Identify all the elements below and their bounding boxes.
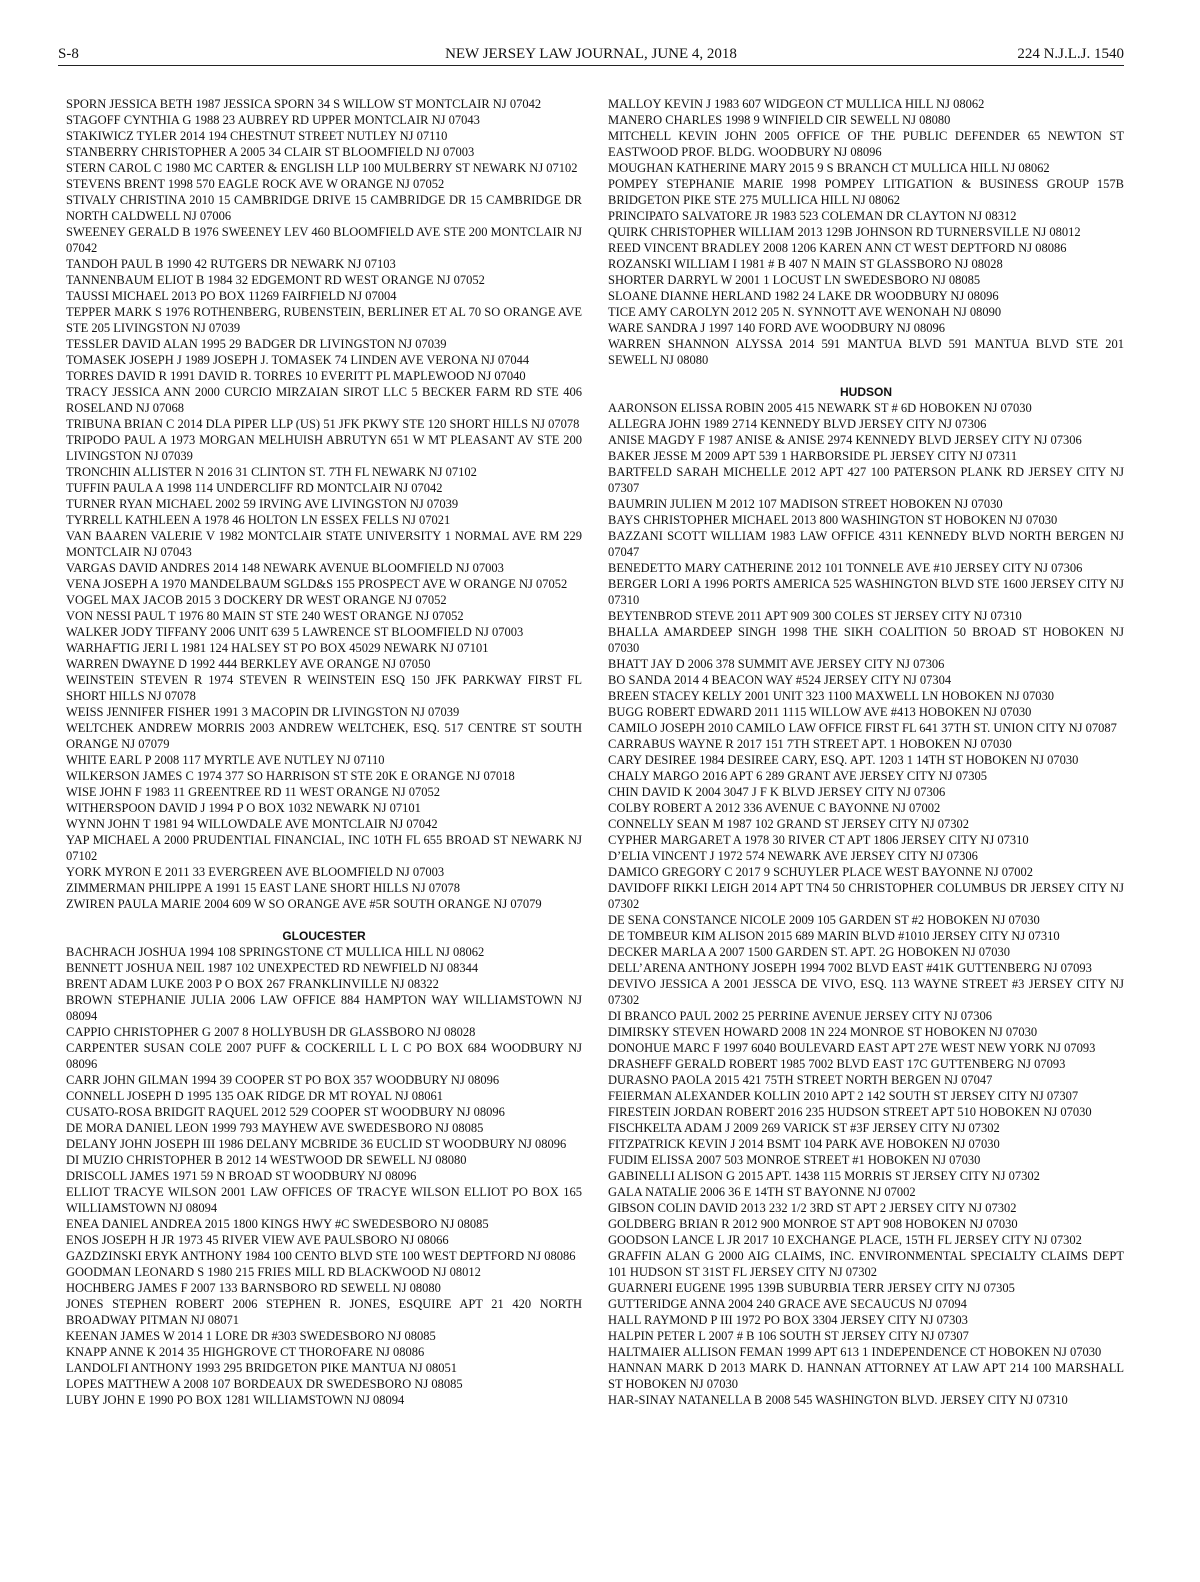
attorney-listing: CHIN DAVID K 2004 3047 J F K BLVD JERSEY CITY NJ 07306 <box>608 785 946 799</box>
attorney-listing: ENOS JOSEPH H JR 1973 45 RIVER VIEW AVE PAULSBORO NJ 08066 <box>66 1233 449 1247</box>
attorney-listing: DRASHEFF GERALD ROBERT 1985 7002 BLVD EAST 17C GUTTENBERG NJ 07093 <box>608 1057 1066 1071</box>
attorney-listing: BO SANDA 2014 4 BEACON WAY #524 JERSEY CITY NJ 07304 <box>608 673 952 687</box>
hudson-list <box>608 400 1124 1408</box>
attorney-listing: DELANY JOHN JOSEPH III 1986 DELANY MCBRIDE 36 EUCLID ST WOODBURY NJ 08096 <box>66 1137 567 1151</box>
attorney-listing: ELLIOT TRACYE WILSON 2001 LAW OFFICES OF TRACYE WILSON ELLIOT PO BOX 165 WILLIAMSTOWN NJ 08094 <box>66 1185 582 1215</box>
right-column <box>608 96 1124 1408</box>
attorney-listing: DONOHUE MARC F 1997 6040 BOULEVARD EAST APT 27E WEST NEW YORK NJ 07093 <box>608 1041 1096 1055</box>
attorney-listing: GALA NATALIE 2006 36 E 14TH ST BAYONNE NJ 07002 <box>608 1185 916 1199</box>
attorney-listing: CARPENTER SUSAN COLE 2007 PUFF & COCKERILL L L C PO BOX 684 WOODBURY NJ 08096 <box>66 1041 582 1071</box>
attorney-listing: CYPHER MARGARET A 1978 30 RIVER CT APT 1806 JERSEY CITY NJ 07310 <box>608 833 1029 847</box>
attorney-listing: YORK MYRON E 2011 33 EVERGREEN AVE BLOOMFIELD NJ 07003 <box>66 865 445 879</box>
attorney-listing: MANERO CHARLES 1998 9 WINFIELD CIR SEWELL NJ 08080 <box>608 113 951 127</box>
attorney-listing: VOGEL MAX JACOB 2015 3 DOCKERY DR WEST ORANGE NJ 07052 <box>66 593 447 607</box>
attorney-listing: KNAPP ANNE K 2014 35 HIGHGROVE CT THOROFARE NJ 08086 <box>66 1345 425 1359</box>
attorney-listing: CONNELLY SEAN M 1987 102 GRAND ST JERSEY CITY NJ 07302 <box>608 817 970 831</box>
attorney-listing: CARRABUS WAYNE R 2017 151 7TH STREET APT. 1 HOBOKEN NJ 07030 <box>608 737 1012 751</box>
attorney-listing: CAPPIO CHRISTOPHER G 2007 8 HOLLYBUSH DR GLASSBORO NJ 08028 <box>66 1025 476 1039</box>
attorney-listing: CHALY MARGO 2016 APT 6 289 GRANT AVE JERSEY CITY NJ 07305 <box>608 769 987 783</box>
attorney-listing: STANBERRY CHRISTOPHER A 2005 34 CLAIR ST BLOOMFIELD NJ 07003 <box>66 145 475 159</box>
attorney-listing: GABINELLI ALISON G 2015 APT. 1438 115 MORRIS ST JERSEY CITY NJ 07302 <box>608 1169 1040 1183</box>
attorney-listing: VAN BAAREN VALERIE V 1982 MONTCLAIR STATE UNIVERSITY 1 NORMAL AVE RM 229 MONTCLAIR NJ 07043 <box>66 529 582 559</box>
attorney-listing: BAUMRIN JULIEN M 2012 107 MADISON STREET HOBOKEN NJ 07030 <box>608 497 1003 511</box>
attorney-listing: STAKIWICZ TYLER 2014 194 CHESTNUT STREET NUTLEY NJ 07110 <box>66 129 448 143</box>
attorney-listing: WEINSTEIN STEVEN R 1974 STEVEN R WEINSTEIN ESQ 150 JFK PARKWAY FIRST FL SHORT HILLS NJ 07078 <box>66 673 582 703</box>
attorney-listing: WISE JOHN F 1983 11 GREENTREE RD 11 WEST ORANGE NJ 07052 <box>66 785 440 799</box>
attorney-listing: ALLEGRA JOHN 1989 2714 KENNEDY BLVD JERSEY CITY NJ 07306 <box>608 417 987 431</box>
attorney-listing: ENEA DANIEL ANDREA 2015 1800 KINGS HWY #C SWEDESBORO NJ 08085 <box>66 1217 489 1231</box>
attorney-listing: CARY DESIREE 1984 DESIREE CARY, ESQ. APT. 1203 1 14TH ST HOBOKEN NJ 07030 <box>608 753 1079 767</box>
attorney-listing: BENEDETTO MARY CATHERINE 2012 101 TONNELE AVE #10 JERSEY CITY NJ 07306 <box>608 561 1083 575</box>
attorney-listing: STAGOFF CYNTHIA G 1988 23 AUBREY RD UPPER MONTCLAIR NJ 07043 <box>66 113 480 127</box>
attorney-listing: WALKER JODY TIFFANY 2006 UNIT 639 5 LAWRENCE ST BLOOMFIELD NJ 07003 <box>66 625 524 639</box>
attorney-listing: DIMIRSKY STEVEN HOWARD 2008 1N 224 MONROE ST HOBOKEN NJ 07030 <box>608 1025 1038 1039</box>
attorney-listing: BAYS CHRISTOPHER MICHAEL 2013 800 WASHINGTON ST HOBOKEN NJ 07030 <box>608 513 1058 527</box>
attorney-listing: TANDOH PAUL B 1990 42 RUTGERS DR NEWARK NJ 07103 <box>66 257 396 271</box>
attorney-listing: LUBY JOHN E 1990 PO BOX 1281 WILLIAMSTOWN NJ 08094 <box>66 1393 405 1407</box>
attorney-listing: BHALLA AMARDEEP SINGH 1998 THE SIKH COALITION 50 BROAD ST HOBOKEN NJ 07030 <box>608 625 1124 655</box>
attorney-listing: LOPES MATTHEW A 2008 107 BORDEAUX DR SWEDESBORO NJ 08085 <box>66 1377 463 1391</box>
section-heading-gloucester: GLOUCESTER <box>282 929 366 943</box>
attorney-listing: SHORTER DARRYL W 2001 1 LOCUST LN SWEDESBORO NJ 08085 <box>608 273 981 287</box>
attorney-listing: DEVIVO JESSICA A 2001 JESSCA DE VIVO, ESQ. 113 WAYNE STREET #3 JERSEY CITY NJ 07302 <box>608 977 1124 1007</box>
attorney-listing: TRIPODO PAUL A 1973 MORGAN MELHUISH ABRUTYN 651 W MT PLEASANT AV STE 200 LIVINGSTON NJ 07039 <box>66 433 582 463</box>
attorney-listing: WARREN DWAYNE D 1992 444 BERKLEY AVE ORANGE NJ 07050 <box>66 657 431 671</box>
attorney-listing: DE SENA CONSTANCE NICOLE 2009 105 GARDEN ST #2 HOBOKEN NJ 07030 <box>608 913 1040 927</box>
attorney-listing: HANNAN MARK D 2013 MARK D. HANNAN ATTORNEY AT LAW APT 214 100 MARSHALL ST HOBOKEN NJ 07030 <box>608 1361 1124 1391</box>
attorney-listing: ZWIREN PAULA MARIE 2004 609 W SO ORANGE AVE #5R SOUTH ORANGE NJ 07079 <box>66 897 542 911</box>
attorney-listing: TURNER RYAN MICHAEL 2002 59 IRVING AVE LIVINGSTON NJ 07039 <box>66 497 459 511</box>
attorney-listing: ANISE MAGDY F 1987 ANISE & ANISE 2974 KENNEDY BLVD JERSEY CITY NJ 07306 <box>608 433 1082 447</box>
attorney-listing: BHATT JAY D 2006 378 SUMMIT AVE JERSEY CITY NJ 07306 <box>608 657 945 671</box>
attorney-listing: DE TOMBEUR KIM ALISON 2015 689 MARIN BLVD #1010 JERSEY CITY NJ 07310 <box>608 929 1060 943</box>
attorney-listing: REED VINCENT BRADLEY 2008 1206 KAREN ANN CT WEST DEPTFORD NJ 08086 <box>608 241 1067 255</box>
attorney-listing: MOUGHAN KATHERINE MARY 2015 9 S BRANCH CT MULLICA HILL NJ 08062 <box>608 161 1050 175</box>
attorney-listing: BREEN STACEY KELLY 2001 UNIT 323 1100 MAXWELL LN HOBOKEN NJ 07030 <box>608 689 1054 703</box>
attorney-listing: TAUSSI MICHAEL 2013 PO BOX 11269 FAIRFIELD NJ 07004 <box>66 289 397 303</box>
attorney-listing: BUGG ROBERT EDWARD 2011 1115 WILLOW AVE #413 HOBOKEN NJ 07030 <box>608 705 1032 719</box>
attorney-listing: DRISCOLL JAMES 1971 59 N BROAD ST WOODBURY NJ 08096 <box>66 1169 417 1183</box>
attorney-listing: QUIRK CHRISTOPHER WILLIAM 2013 129B JOHNSON RD TURNERSVILLE NJ 08012 <box>608 225 1081 239</box>
attorney-listing: FUDIM ELISSA 2007 503 MONROE STREET #1 HOBOKEN NJ 07030 <box>608 1153 981 1167</box>
gloucester-continued-list <box>608 96 1124 368</box>
publication-title: NEW JERSEY LAW JOURNAL, JUNE 4, 2018 <box>445 46 737 62</box>
attorney-listing: TICE AMY CAROLYN 2012 205 N. SYNNOTT AVE WENONAH NJ 08090 <box>608 305 1002 319</box>
attorney-listing: FEIERMAN ALEXANDER KOLLIN 2010 APT 2 142 SOUTH ST JERSEY CITY NJ 07307 <box>608 1089 1079 1103</box>
attorney-listing: AARONSON ELISSA ROBIN 2005 415 NEWARK ST # 6D HOBOKEN NJ 07030 <box>608 401 1032 415</box>
attorney-listing: WARE SANDRA J 1997 140 FORD AVE WOODBURY NJ 08096 <box>608 321 945 335</box>
attorney-listing: TRIBUNA BRIAN C 2014 DLA PIPER LLP (US) 51 JFK PKWY STE 120 SHORT HILLS NJ 07078 <box>66 417 580 431</box>
attorney-listing: WELTCHEK ANDREW MORRIS 2003 ANDREW WELTCHEK, ESQ. 517 CENTRE ST SOUTH ORANGE NJ 07079 <box>66 721 582 751</box>
attorney-listing: TANNENBAUM ELIOT B 1984 32 EDGEMONT RD WEST ORANGE NJ 07052 <box>66 273 485 287</box>
attorney-listing: DAVIDOFF RIKKI LEIGH 2014 APT TN4 50 CHRISTOPHER COLUMBUS DR JERSEY CITY NJ 07302 <box>608 881 1124 911</box>
attorney-listing: BARTFELD SARAH MICHELLE 2012 APT 427 100 PATERSON PLANK RD JERSEY CITY NJ 07307 <box>608 465 1124 495</box>
attorney-listing: TUFFIN PAULA A 1998 114 UNDERCLIFF RD MONTCLAIR NJ 07042 <box>66 481 443 495</box>
attorney-listing: TYRRELL KATHLEEN A 1978 46 HOLTON LN ESSEX FELLS NJ 07021 <box>66 513 451 527</box>
attorney-listing: WARREN SHANNON ALYSSA 2014 591 MANTUA BLVD 591 MANTUA BLVD STE 201 SEWELL NJ 08080 <box>608 337 1124 367</box>
attorney-listing: ZIMMERMAN PHILIPPE A 1991 15 EAST LANE SHORT HILLS NJ 07078 <box>66 881 460 895</box>
attorney-listing: GOLDBERG BRIAN R 2012 900 MONROE ST APT 908 HOBOKEN NJ 07030 <box>608 1217 1018 1231</box>
attorney-listing: VENA JOSEPH A 1970 MANDELBAUM SGLD&S 155 PROSPECT AVE W ORANGE NJ 07052 <box>66 577 568 591</box>
attorney-listing: PRINCIPATO SALVATORE JR 1983 523 COLEMAN DR CLAYTON NJ 08312 <box>608 209 1017 223</box>
attorney-listing: HALPIN PETER L 2007 # B 106 SOUTH ST JERSEY CITY NJ 07307 <box>608 1329 969 1343</box>
attorney-listing: TRACY JESSICA ANN 2000 CURCIO MIRZAIAN SIROT LLC 5 BECKER FARM RD STE 406 ROSELAND NJ 07068 <box>66 385 582 415</box>
attorney-listing: YAP MICHAEL A 2000 PRUDENTIAL FINANCIAL, INC 10TH FL 655 BROAD ST NEWARK NJ 07102 <box>66 833 582 863</box>
attorney-listing: DI BRANCO PAUL 2002 25 PERRINE AVENUE JERSEY CITY NJ 07306 <box>608 1009 993 1023</box>
attorney-listing: GRAFFIN ALAN G 2000 AIG CLAIMS, INC. ENVIRONMENTAL SPECIALTY CLAIMS DEPT 101 HUDSON ST 31ST FL JERSEY CITY NJ 07302 <box>608 1249 1124 1279</box>
attorney-listing: MALLOY KEVIN J 1983 607 WIDGEON CT MULLICA HILL NJ 08062 <box>608 97 985 111</box>
attorney-listing: TOMASEK JOSEPH J 1989 JOSEPH J. TOMASEK 74 LINDEN AVE VERONA NJ 07044 <box>66 353 530 367</box>
attorney-listing: VON NESSI PAUL T 1976 80 MAIN ST STE 240 WEST ORANGE NJ 07052 <box>66 609 464 623</box>
attorney-listing: POMPEY STEPHANIE MARIE 1998 POMPEY LITIGATION & BUSINESS GROUP 157B BRIDGETON PIKE STE 275 MULLICA HILL NJ 08062 <box>608 177 1124 207</box>
attorney-listing: FIRESTEIN JORDAN ROBERT 2016 235 HUDSON STREET APT 510 HOBOKEN NJ 07030 <box>608 1105 1092 1119</box>
attorney-listing: GUTTERIDGE ANNA 2004 240 GRACE AVE SECAUCUS NJ 07094 <box>608 1297 967 1311</box>
attorney-listing: WITHERSPOON DAVID J 1994 P O BOX 1032 NEWARK NJ 07101 <box>66 801 421 815</box>
attorney-listing: DI MUZIO CHRISTOPHER B 2012 14 WESTWOOD DR SEWELL NJ 08080 <box>66 1153 467 1167</box>
attorney-listing: GOODMAN LEONARD S 1980 215 FRIES MILL RD BLACKWOOD NJ 08012 <box>66 1265 481 1279</box>
attorney-listing: DURASNO PAOLA 2015 421 75TH STREET NORTH BERGEN NJ 07047 <box>608 1073 993 1087</box>
attorney-listing: DE MORA DANIEL LEON 1999 793 MAYHEW AVE SWEDESBORO NJ 08085 <box>66 1121 484 1135</box>
attorney-listing: STERN CAROL C 1980 MC CARTER & ENGLISH LLP 100 MULBERRY ST NEWARK NJ 07102 <box>66 161 578 175</box>
attorney-listing: GUARNERI EUGENE 1995 139B SUBURBIA TERR JERSEY CITY NJ 07305 <box>608 1281 1015 1295</box>
attorney-listing: VARGAS DAVID ANDRES 2014 148 NEWARK AVENUE BLOOMFIELD NJ 07003 <box>66 561 504 575</box>
gloucester-list <box>66 944 582 1408</box>
attorney-listing: HALTMAIER ALLISON FEMAN 1999 APT 613 1 INDEPENDENCE CT HOBOKEN NJ 07030 <box>608 1345 1102 1359</box>
attorney-listing: KEENAN JAMES W 2014 1 LORE DR #303 SWEDESBORO NJ 08085 <box>66 1329 436 1343</box>
page-number: S-8 <box>58 46 79 62</box>
attorney-listing: GAZDZINSKI ERYK ANTHONY 1984 100 CENTO BLVD STE 100 WEST DEPTFORD NJ 08086 <box>66 1249 576 1263</box>
attorney-listing: WYNN JOHN T 1981 94 WILLOWDALE AVE MONTCLAIR NJ 07042 <box>66 817 438 831</box>
attorney-listing: TORRES DAVID R 1991 DAVID R. TORRES 10 EVERITT PL MAPLEWOOD NJ 07040 <box>66 369 526 383</box>
attorney-listing: WILKERSON JAMES C 1974 377 SO HARRISON ST STE 20K E ORANGE NJ 07018 <box>66 769 515 783</box>
section-heading-hudson: HUDSON <box>839 385 892 399</box>
attorney-listing: BERGER LORI A 1996 PORTS AMERICA 525 WASHINGTON BLVD STE 1600 JERSEY CITY NJ 07310 <box>608 577 1124 607</box>
attorney-listing: TRONCHIN ALLISTER N 2016 31 CLINTON ST. 7TH FL NEWARK NJ 07102 <box>66 465 477 479</box>
attorney-listing: TEPPER MARK S 1976 ROTHENBERG, RUBENSTEIN, BERLINER ET AL 70 SO ORANGE AVE STE 205 LIVINGSTON NJ 07039 <box>66 305 582 335</box>
attorney-listing: GIBSON COLIN DAVID 2013 232 1/2 3RD ST APT 2 JERSEY CITY NJ 07302 <box>608 1201 1017 1215</box>
attorney-listing: CONNELL JOSEPH D 1995 135 OAK RIDGE DR MT ROYAL NJ 08061 <box>66 1089 443 1103</box>
attorney-listing: ROZANSKI WILLIAM I 1981 # B 407 N MAIN ST GLASSBORO NJ 08028 <box>608 257 1003 271</box>
attorney-listing: STEVENS BRENT 1998 570 EAGLE ROCK AVE W ORANGE NJ 07052 <box>66 177 445 191</box>
attorney-listing: DELL’ARENA ANTHONY JOSEPH 1994 7002 BLVD EAST #41K GUTTENBERG NJ 07093 <box>608 961 1092 975</box>
page-header <box>58 46 1124 66</box>
attorney-listing: SLOANE DIANNE HERLAND 1982 24 LAKE DR WOODBURY NJ 08096 <box>608 289 999 303</box>
attorney-listing: CUSATO-ROSA BRIDGIT RAQUEL 2012 529 COOPER ST WOODBURY NJ 08096 <box>66 1105 505 1119</box>
attorney-listing: GOODSON LANCE L JR 2017 10 EXCHANGE PLACE, 15TH FL JERSEY CITY NJ 07302 <box>608 1233 1082 1247</box>
essex-continued-list <box>66 96 582 912</box>
attorney-listing: CARR JOHN GILMAN 1994 39 COOPER ST PO BOX 357 WOODBURY NJ 08096 <box>66 1073 500 1087</box>
attorney-listing: BENNETT JOSHUA NEIL 1987 102 UNEXPECTED RD NEWFIELD NJ 08344 <box>66 961 479 975</box>
attorney-listing: WARHAFTIG JERI L 1981 124 HALSEY ST PO BOX 45029 NEWARK NJ 07101 <box>66 641 489 655</box>
citation: 224 N.J.L.J. 1540 <box>1017 46 1124 62</box>
attorney-listing: BACHRACH JOSHUA 1994 108 SPRINGSTONE CT MULLICA HILL NJ 08062 <box>66 945 485 959</box>
attorney-listing: TESSLER DAVID ALAN 1995 29 BADGER DR LIVINGSTON NJ 07039 <box>66 337 447 351</box>
attorney-listing: SWEENEY GERALD B 1976 SWEENEY LEV 460 BLOOMFIELD AVE STE 200 MONTCLAIR NJ 07042 <box>66 225 582 255</box>
attorney-listing: STIVALY CHRISTINA 2010 15 CAMBRIDGE DRIVE 15 CAMBRIDGE DR 15 CAMBRIDGE DR NORTH CALDWELL NJ 07006 <box>66 193 582 223</box>
left-column <box>66 96 582 1408</box>
attorney-listing: LANDOLFI ANTHONY 1993 295 BRIDGETON PIKE MANTUA NJ 08051 <box>66 1361 457 1375</box>
attorney-listing: BAZZANI SCOTT WILLIAM 1983 LAW OFFICE 4311 KENNEDY BLVD NORTH BERGEN NJ 07047 <box>608 529 1124 559</box>
attorney-listing: DAMICO GREGORY C 2017 9 SCHUYLER PLACE WEST BAYONNE NJ 07002 <box>608 865 1034 879</box>
attorney-listing: CAMILO JOSEPH 2010 CAMILO LAW OFFICE FIRST FL 641 37TH ST. UNION CITY NJ 07087 <box>608 721 1117 735</box>
attorney-listing: BRENT ADAM LUKE 2003 P O BOX 267 FRANKLINVILLE NJ 08322 <box>66 977 439 991</box>
attorney-listing: HOCHBERG JAMES F 2007 133 BARNSBORO RD SEWELL NJ 08080 <box>66 1281 441 1295</box>
attorney-listing: HALL RAYMOND P III 1972 PO BOX 3304 JERSEY CITY NJ 07303 <box>608 1313 968 1327</box>
header-rule <box>58 65 1124 66</box>
attorney-listing: BAKER JESSE M 2009 APT 539 1 HARBORSIDE PL JERSEY CITY NJ 07311 <box>608 449 1018 463</box>
attorney-listing: FITZPATRICK KEVIN J 2014 BSMT 104 PARK AVE HOBOKEN NJ 07030 <box>608 1137 1000 1151</box>
attorney-listing: SPORN JESSICA BETH 1987 JESSICA SPORN 34 S WILLOW ST MONTCLAIR NJ 07042 <box>66 97 542 111</box>
attorney-listing: WEISS JENNIFER FISHER 1991 3 MACOPIN DR LIVINGSTON NJ 07039 <box>66 705 460 719</box>
attorney-listing: HAR-SINAY NATANELLA B 2008 545 WASHINGTON BLVD. JERSEY CITY NJ 07310 <box>608 1393 1068 1407</box>
attorney-listing: COLBY ROBERT A 2012 336 AVENUE C BAYONNE NJ 07002 <box>608 801 941 815</box>
attorney-listing: BEYTENBROD STEVE 2011 APT 909 300 COLES ST JERSEY CITY NJ 07310 <box>608 609 1022 623</box>
attorney-listing: MITCHELL KEVIN JOHN 2005 OFFICE OF THE PUBLIC DEFENDER 65 NEWTON ST EASTWOOD PROF. BLDG. WOODBURY NJ 08096 <box>608 129 1124 159</box>
attorney-listing: JONES STEPHEN ROBERT 2006 STEPHEN R. JONES, ESQUIRE APT 21 420 NORTH BROADWAY PITMAN NJ 08071 <box>66 1297 582 1327</box>
attorney-listing: D’ELIA VINCENT J 1972 574 NEWARK AVE JERSEY CITY NJ 07306 <box>608 849 978 863</box>
attorney-listing: FISCHKELTA ADAM J 2009 269 VARICK ST #3F JERSEY CITY NJ 07302 <box>608 1121 1000 1135</box>
attorney-listing: DECKER MARLA A 2007 1500 GARDEN ST. APT. 2G HOBOKEN NJ 07030 <box>608 945 1010 959</box>
attorney-listing: BROWN STEPHANIE JULIA 2006 LAW OFFICE 884 HAMPTON WAY WILLIAMSTOWN NJ 08094 <box>66 993 582 1023</box>
attorney-listing: WHITE EARL P 2008 117 MYRTLE AVE NUTLEY NJ 07110 <box>66 753 385 767</box>
